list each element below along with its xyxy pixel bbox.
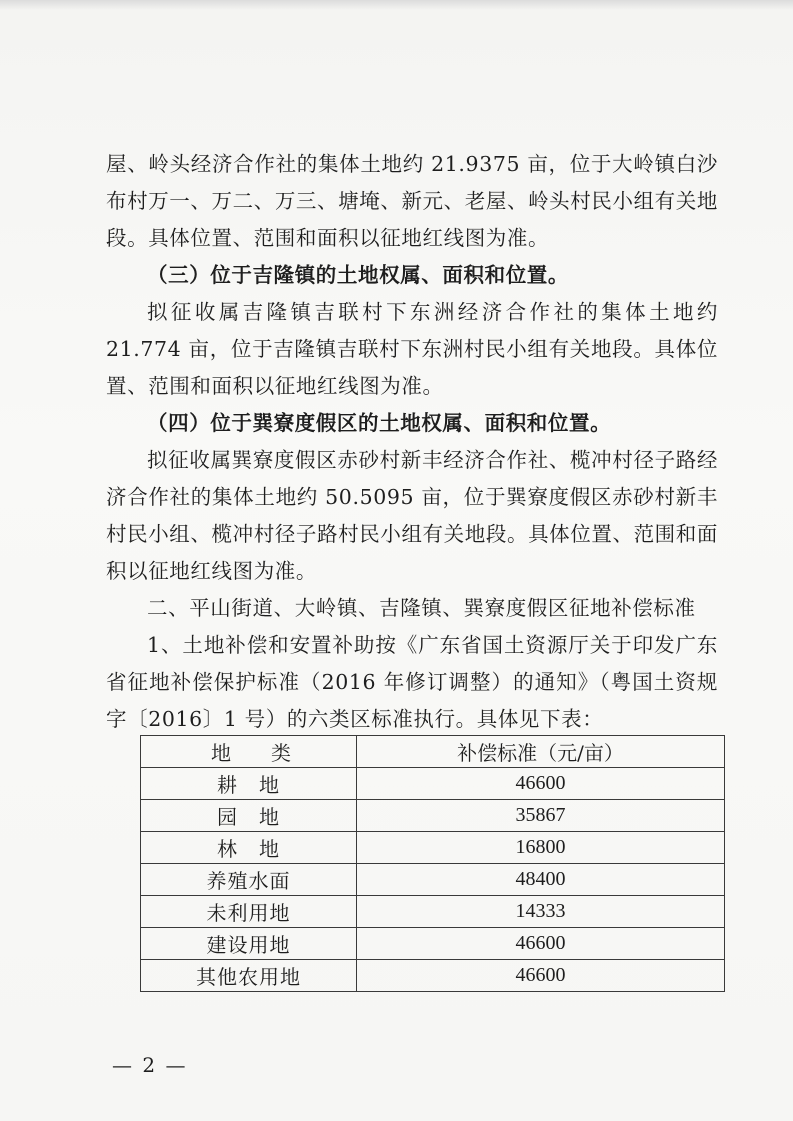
heading-compensation-standard: 二、平山街道、大岭镇、吉隆镇、巽寮度假区征地补偿标准	[147, 596, 696, 620]
body-section-1	[106, 146, 718, 257]
table-cell-value: 48400	[357, 864, 725, 896]
table-cell-land-type: 林 地	[141, 832, 357, 864]
paragraph-jilongzhen: 拟征收属吉隆镇吉联村下东洲经济合作社的集体土地约 21.774 亩，位于吉隆镇吉联村下东洲村民小组有关地段。具体位置、范围和面积以征地红线图为准。	[106, 300, 718, 398]
table-row	[141, 928, 725, 960]
table-header-land-type: 地 类	[141, 736, 357, 768]
table-row	[141, 896, 725, 928]
table-cell-value: 35867	[357, 800, 725, 832]
paragraph-xunliao: 拟征收属巽寮度假区赤砂村新丰经济合作社、榄冲村径子路经济合作社的集体土地约 50.5095 亩，位于巽寮度假区赤砂村新丰村民小组、榄冲村径子路村民小组有关地段。具体位置、范围和面积以征地红线图为准。	[106, 448, 718, 583]
table-cell-value: 14333	[357, 896, 725, 928]
heading-jilongzhen: （三）位于吉隆镇的土地权属、面积和位置。	[147, 263, 569, 287]
table-cell-land-type: 养殖水面	[141, 864, 357, 896]
page-number: — 2 —	[112, 1053, 188, 1077]
body-section-2	[106, 257, 718, 405]
table-cell-value: 46600	[357, 768, 725, 800]
compensation-table	[140, 735, 725, 992]
paragraph-dalingzhen-continued: 屋、岭头经济合作社的集体土地约 21.9375 亩，位于大岭镇白沙布村万一、万二、万三、塘埯、新元、老屋、岭头村民小组有关地段。具体位置、范围和面积以征地红线图为准。	[106, 152, 718, 250]
table-row	[141, 768, 725, 800]
table-cell-land-type: 未利用地	[141, 896, 357, 928]
table-header-standard: 补偿标准（元/亩）	[357, 736, 725, 768]
table-row	[141, 832, 725, 864]
table-row	[141, 960, 725, 992]
table-cell-land-type: 其他农用地	[141, 960, 357, 992]
table-cell-value: 46600	[357, 928, 725, 960]
body-section-3	[106, 405, 718, 590]
body-section-4	[106, 590, 718, 738]
page-top-edge	[0, 0, 793, 10]
table-cell-value: 16800	[357, 832, 725, 864]
table-header-row	[141, 736, 725, 768]
table-row	[141, 800, 725, 832]
table-row	[141, 864, 725, 896]
paragraph-compensation-basis: 1、土地补偿和安置补助按《广东省国土资源厅关于印发广东省征地补偿保护标准（2016 年修订调整）的通知》（粤国土资规字〔2016〕1 号）的六类区标准执行。具体见下表：	[106, 633, 718, 731]
table-cell-land-type: 耕 地	[141, 768, 357, 800]
table-cell-value: 46600	[357, 960, 725, 992]
table-cell-land-type: 园 地	[141, 800, 357, 832]
heading-xunliao: （四）位于巽寮度假区的土地权属、面积和位置。	[147, 411, 612, 435]
table-cell-land-type: 建设用地	[141, 928, 357, 960]
